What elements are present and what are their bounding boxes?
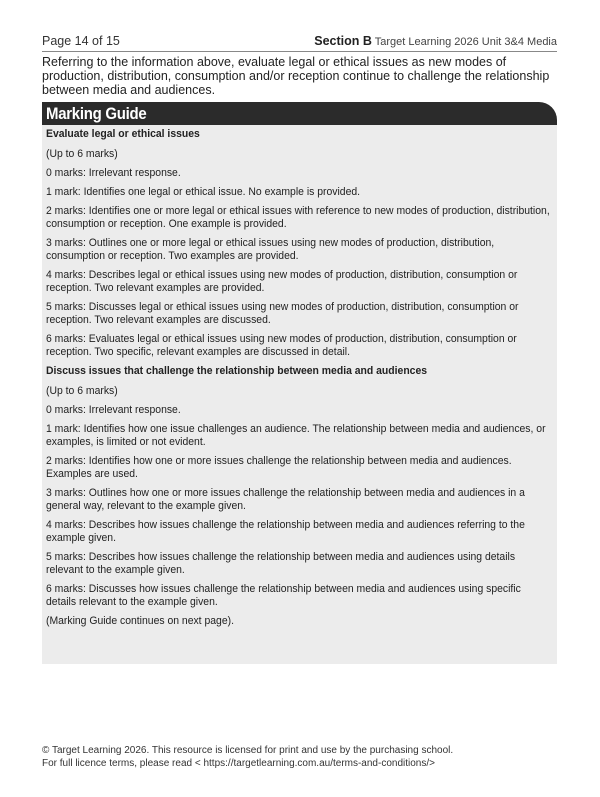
- criterion-level: 3 marks: Outlines how one or more issues challenge the relationship between media and audiences in a general way, relevant to the example given.: [46, 487, 525, 512]
- marking-guide-title: Marking Guide: [46, 103, 147, 123]
- criterion-level: 4 marks: Describes legal or ethical issues using new modes of production, distribution, consumption or reception. Two relevant examples are provided.: [46, 269, 518, 294]
- criterion-level: 0 marks: Irrelevant response.: [46, 167, 181, 179]
- marking-guide: [42, 102, 557, 664]
- page-footer: [42, 745, 453, 770]
- criterion-level: 1 mark: Identifies how one issue challenges an audience. The relationship between media and audiences, or examples, is limited or not evident.: [46, 423, 546, 448]
- criterion-level: 6 marks: Discusses how issues challenge the relationship between media and audiences using specific details relevant to the example given.: [46, 583, 521, 608]
- section-label: Section B: [314, 34, 372, 48]
- continuation-note: (Marking Guide continues on next page).: [46, 615, 234, 627]
- marking-guide-body: [42, 125, 557, 664]
- running-title: [314, 34, 557, 48]
- criterion-max-marks: (Up to 6 marks): [46, 385, 118, 397]
- criterion-level: 0 marks: Irrelevant response.: [46, 404, 181, 416]
- criterion-level: 4 marks: Describes how issues challenge the relationship between media and audiences referring to the example given.: [46, 519, 525, 544]
- criterion-level: 1 mark: Identifies one legal or ethical issue. No example is provided.: [46, 186, 361, 198]
- page-number: Page 14 of 15: [42, 34, 120, 48]
- marking-guide-title-bar: [42, 102, 557, 125]
- criterion-level: 5 marks: Describes how issues challenge the relationship between media and audiences using details relevant to the example given.: [46, 551, 516, 576]
- criterion-heading: Evaluate legal or ethical issues: [46, 128, 200, 140]
- criterion-level: 6 marks: Evaluates legal or ethical issues using new modes of production, distribution, consumption or reception. Two specific, relevant examples are discussed in detail.: [46, 333, 517, 358]
- copyright-notice: © Target Learning 2026. This resource is licensed for print and use by the purchasing school.: [42, 745, 454, 756]
- criterion-level: 2 marks: Identifies how one or more issues challenge the relationship between media and audiences. Examples are used.: [46, 455, 512, 480]
- question-text: Referring to the information above, evaluate legal or ethical issues as new modes of production, distribution, consumption and/or reception continue to challenge the relationship between media and audiences.: [42, 55, 550, 97]
- page-header: [42, 30, 557, 52]
- criterion-level: 5 marks: Discusses legal or ethical issues using new modes of production, distribution, consumption or reception. Two relevant examples are discussed.: [46, 301, 519, 326]
- course-label: Target Learning 2026 Unit 3&4 Media: [374, 36, 557, 48]
- criterion-level: 3 marks: Outlines one or more legal or ethical issues using new modes of production, distribution, consumption or reception. Two examples are provided.: [46, 237, 495, 262]
- criterion-heading: Discuss issues that challenge the relationship between media and audiences: [46, 365, 428, 377]
- licence-notice: For full licence terms, please read < https://targetlearning.com.au/terms-and-conditions/>: [42, 757, 435, 769]
- criterion-max-marks: (Up to 6 marks): [46, 148, 118, 160]
- criterion-level: 2 marks: Identifies one or more legal or ethical issues with reference to new modes of production, distribution, consumption or reception. One example is provided.: [46, 205, 550, 230]
